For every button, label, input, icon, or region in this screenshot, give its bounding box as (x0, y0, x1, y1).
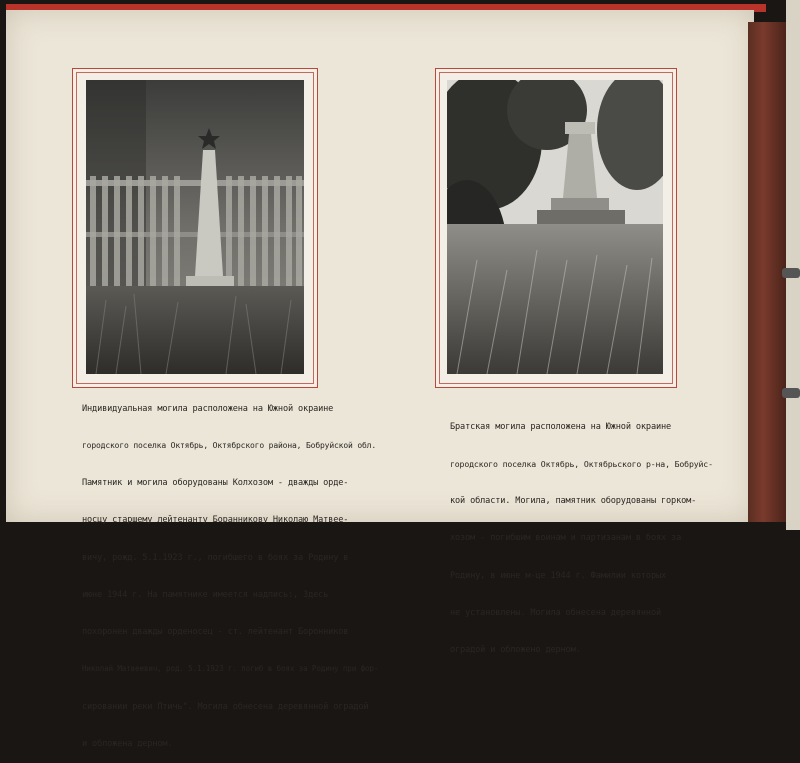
left-caption-line: носцу старшему лейтенанту Боранникову Николаю Матвее- (82, 515, 349, 526)
left-caption-line: городского поселка Октябрь, Октябрского района, Бобруйской обл. (82, 441, 376, 451)
right-caption-line: не установлены. Могила обнесена деревянной (450, 607, 662, 618)
left-caption-line: сировании реки Птичь". Могила обнесена деревянной оградой (82, 701, 369, 712)
right-caption-line: хозом - погибшим воинам и партизанам в боях за (450, 533, 682, 544)
binding-ring-icon (782, 388, 800, 398)
left-caption-line: Памятник и могила оборудованы Колхозом - дважды орде- (82, 478, 349, 489)
left-caption-line: Индивидуальная могила расположена на Южной окраине (82, 403, 334, 414)
binding-ring-icon (782, 268, 800, 278)
album-spine (748, 22, 786, 522)
right-caption-line: кой области. Могила, памятник оборудованы горком- (450, 496, 697, 507)
left-caption-line: и обложена дерном. (82, 738, 173, 749)
right-caption-line: Братская могила расположена на Южной окраине (450, 421, 672, 432)
left-photo-individual-grave (86, 80, 304, 374)
left-caption (82, 378, 378, 763)
left-caption-line: вичу, рожд. 5.1.1923 г., погибшего в боях за Родину в (82, 552, 349, 563)
right-photo-mass-grave (447, 80, 663, 374)
right-caption-line: оградой и обложено дерном. (450, 645, 581, 656)
left-caption-line: похоронен дважды орденосец - ст. лейтенант Боронников (82, 627, 349, 638)
album-right-edge (786, 0, 800, 530)
right-caption-line: Родину, в июне м-це 1944 г. Фамилии которых (450, 570, 667, 581)
right-caption (450, 396, 713, 669)
left-caption-line: июне 1944 г. На памятнике имеется надпись:, Здесь (82, 589, 329, 600)
left-caption-line: Николай Матвеевич, род. 5.1.1923 г. погиб в боях за Родину при фор- (82, 664, 379, 674)
right-caption-line: городского поселка Октябрь, Октябрьского р-на, Бобруйс- (450, 459, 713, 470)
